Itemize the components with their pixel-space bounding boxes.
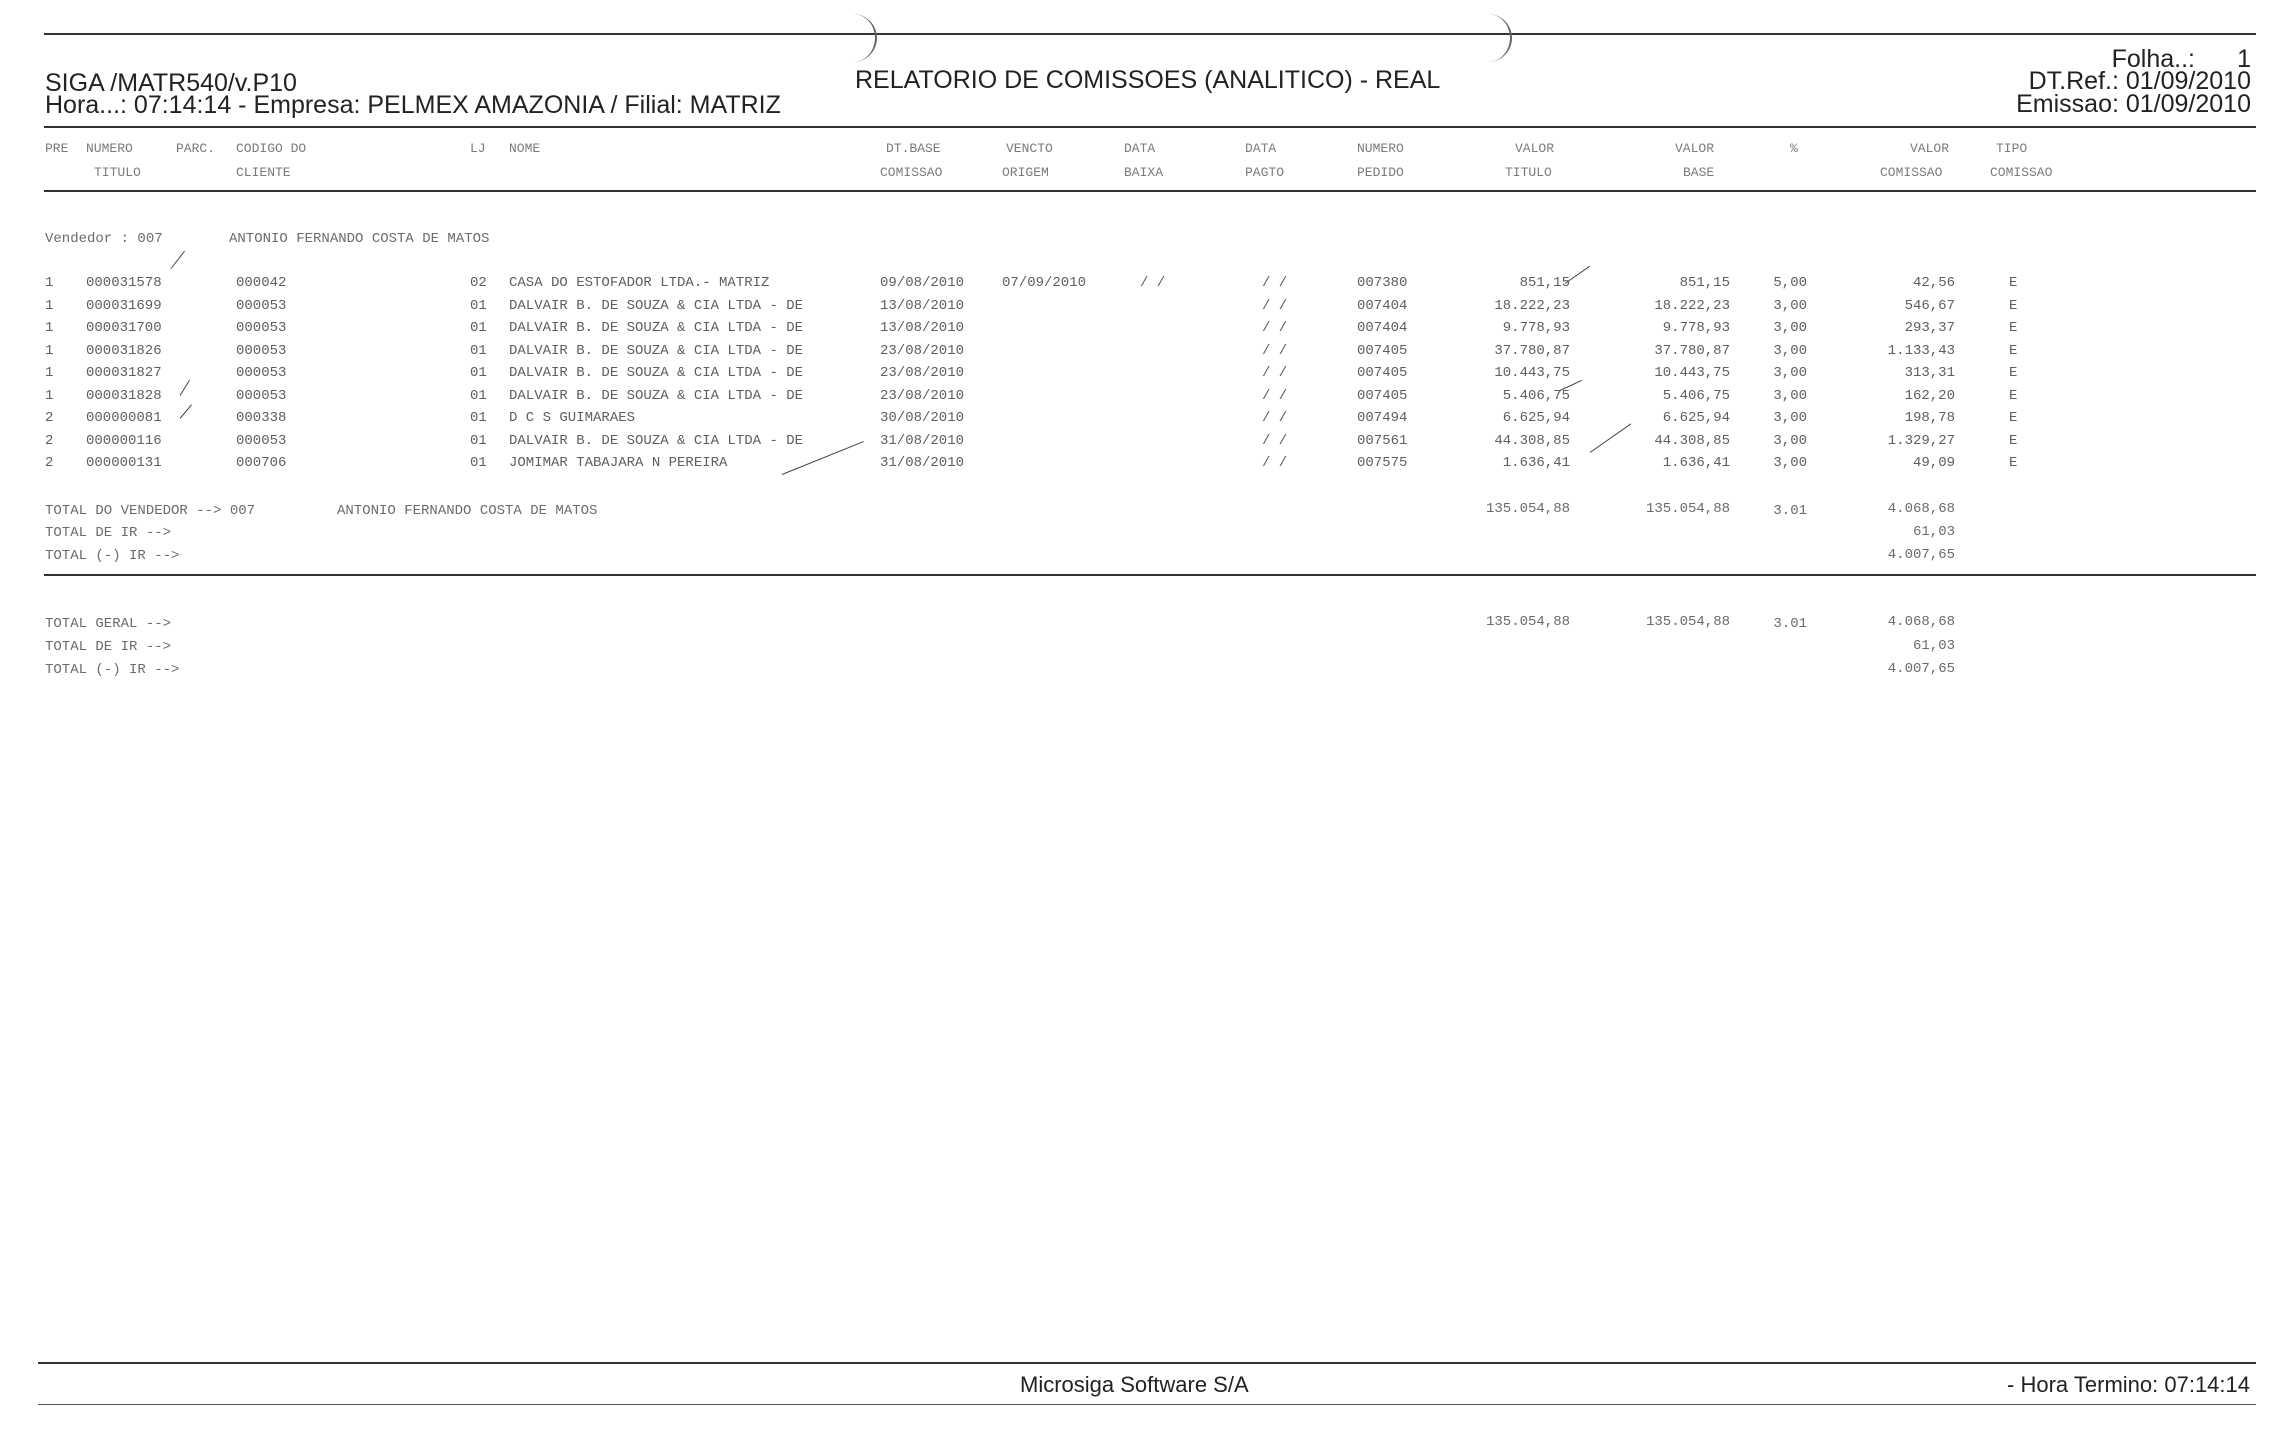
cell-valor-titulo: 9.778,93 <box>1502 320 1570 336</box>
vendor-label: Vendedor : 007 <box>45 231 163 247</box>
cell-valor-comissao: 546,67 <box>1904 297 1955 314</box>
cell-data-pagto: / / <box>1262 320 1288 336</box>
cell-data-pagto: / / <box>1262 410 1288 426</box>
vendor-total-label: TOTAL DO VENDEDOR --> 007 <box>45 503 256 519</box>
cell-dt-base: 09/08/2010 <box>880 275 965 291</box>
cell-valor-titulo: 851,15 <box>1519 275 1570 291</box>
cell-pre: 1 <box>45 275 54 291</box>
cell-dt-base: 31/08/2010 <box>880 432 965 449</box>
table-row <box>0 273 2288 293</box>
cell-data-pagto: / / <box>1262 297 1288 314</box>
cell-codigo-cliente: 000053 <box>236 365 287 381</box>
totals-rule <box>44 574 2256 576</box>
table-row <box>0 341 2288 361</box>
cell-numero-titulo: 000000081 <box>86 410 162 426</box>
folha-label: Folha..: <box>2111 45 2195 73</box>
cell-nome: DALVAIR B. DE SOUZA & CIA LTDA - DE <box>509 387 804 404</box>
cell-loja: 01 <box>470 410 487 426</box>
cell-valor-base: 9.778,93 <box>1662 320 1730 336</box>
cell-numero-titulo: 000031827 <box>86 365 162 381</box>
table-row <box>0 431 2288 451</box>
cell-loja: 01 <box>470 365 487 381</box>
cell-valor-comissao: 1.133,43 <box>1887 342 1955 359</box>
cell-codigo-cliente: 000053 <box>236 387 287 404</box>
columns-rule <box>44 190 2256 192</box>
col-parc: PARC. <box>176 141 216 156</box>
top-rule <box>44 33 2256 35</box>
cell-pre: 2 <box>45 455 54 471</box>
cell-nome: D C S GUIMARAES <box>509 410 636 426</box>
vendor-ir-value: 61,03 <box>1912 524 1955 540</box>
cell-data-pagto: / / <box>1262 387 1288 404</box>
cell-dt-base: 23/08/2010 <box>880 365 965 381</box>
cell-valor-titulo: 1.636,41 <box>1502 455 1570 471</box>
grand-ir-value: 61,03 <box>1912 638 1955 654</box>
cell-numero-titulo: 000031578 <box>86 275 162 291</box>
cell-numero-pedido: 007404 <box>1357 297 1408 314</box>
cell-tipo-comissao: E <box>2009 365 2018 381</box>
cell-tipo-comissao: E <box>2009 297 2018 314</box>
perforation-mark <box>845 14 877 62</box>
grand-liquid-label: TOTAL (-) IR --> <box>45 662 180 678</box>
perforation-mark <box>1480 14 1512 62</box>
cell-nome: DALVAIR B. DE SOUZA & CIA LTDA - DE <box>509 432 804 449</box>
col-pre: PRE <box>45 141 69 156</box>
cell-valor-base: 6.625,94 <box>1662 410 1730 426</box>
cell-nome: DALVAIR B. DE SOUZA & CIA LTDA - DE <box>509 297 804 314</box>
col-numero-pedido: NUMERO PEDIDO <box>1357 141 1404 180</box>
cell-valor-comissao: 49,09 <box>1912 455 1955 471</box>
cell-tipo-comissao: E <box>2009 432 2018 449</box>
cell-loja: 01 <box>470 432 487 449</box>
cell-valor-titulo: 44.308,85 <box>1494 432 1570 449</box>
cell-tipo-comissao: E <box>2009 342 2018 359</box>
vendor-name: ANTONIO FERNANDO COSTA DE MATOS <box>229 231 490 247</box>
cell-numero-pedido: 007404 <box>1357 320 1408 336</box>
col-codigo: CODIGO DO CLIENTE <box>236 141 307 180</box>
footer-hora-termino: - Hora Termino: 07:14:14 <box>2007 1372 2250 1397</box>
cell-numero-pedido: 007575 <box>1357 455 1408 471</box>
cell-data-pagto: / / <box>1262 365 1288 381</box>
col-valor-base: VALOR BASE <box>1675 141 1715 180</box>
cell-nome: JOMIMAR TABAJARA N PEREIRA <box>509 455 728 471</box>
cell-loja: 01 <box>470 297 487 314</box>
cell-percent: 3,00 <box>1773 297 1807 314</box>
cell-data-pagto: / / <box>1262 275 1288 291</box>
table-row <box>0 386 2288 406</box>
cell-tipo-comissao: E <box>2009 455 2018 471</box>
cell-loja: 01 <box>470 455 487 471</box>
cell-loja: 02 <box>470 275 487 291</box>
cell-data-pagto: / / <box>1262 342 1288 359</box>
grand-total-valor-base: 135.054,88 <box>1645 614 1730 630</box>
cell-numero-titulo: 000031699 <box>86 297 162 314</box>
cell-codigo-cliente: 000053 <box>236 342 287 359</box>
table-row <box>0 408 2288 428</box>
cell-codigo-cliente: 000053 <box>236 320 287 336</box>
cell-numero-pedido: 007380 <box>1357 275 1408 291</box>
cell-pre: 1 <box>45 365 54 381</box>
cell-numero-pedido: 007561 <box>1357 432 1408 449</box>
cell-numero-titulo: 000000116 <box>86 432 162 449</box>
folha-value: 1 <box>2237 45 2251 73</box>
cell-valor-titulo: 5.406,75 <box>1502 387 1570 404</box>
cell-valor-base: 10.443,75 <box>1654 365 1730 381</box>
cell-data-pagto: / / <box>1262 432 1288 449</box>
footer-company: Microsiga Software S/A <box>1020 1372 1249 1397</box>
cell-valor-comissao: 42,56 <box>1912 275 1955 291</box>
cell-valor-comissao: 313,31 <box>1904 365 1955 381</box>
cell-valor-base: 44.308,85 <box>1654 432 1730 449</box>
cell-loja: 01 <box>470 320 487 336</box>
program-id: SIGA /MATR540/v.P10 <box>45 69 297 97</box>
cell-tipo-comissao: E <box>2009 320 2018 336</box>
cell-valor-comissao: 162,20 <box>1904 387 1955 404</box>
cell-numero-titulo: 000031700 <box>86 320 162 336</box>
hora-empresa-line: Hora...: 07:14:14 - Empresa: PELMEX AMAZONIA / Filial: MATRIZ <box>45 91 781 119</box>
cell-pre: 1 <box>45 387 54 404</box>
footer-bottom-rule <box>38 1404 2256 1405</box>
grand-total-valor-titulo: 135.054,88 <box>1485 614 1570 630</box>
cell-valor-titulo: 10.443,75 <box>1494 365 1570 381</box>
cell-valor-comissao: 293,37 <box>1904 320 1955 336</box>
col-vencto: VENCTO ORIGEM <box>1002 141 1053 180</box>
col-percent: % <box>1790 141 1798 156</box>
col-tipo-comissao: TIPO COMISSAO <box>1990 141 2053 180</box>
cell-tipo-comissao: E <box>2009 410 2018 426</box>
col-dt-base: DT.BASE COMISSAO <box>880 141 943 180</box>
cell-numero-titulo: 000000131 <box>86 455 162 471</box>
cell-valor-base: 851,15 <box>1679 275 1730 291</box>
vendor-total-valor-base: 135.054,88 <box>1645 501 1730 517</box>
cell-loja: 01 <box>470 387 487 404</box>
cell-data-pagto: / / <box>1262 455 1288 471</box>
cell-numero-pedido: 007405 <box>1357 365 1408 381</box>
cell-valor-base: 5.406,75 <box>1662 387 1730 404</box>
cell-numero-pedido: 007405 <box>1357 342 1408 359</box>
cell-percent: 3,00 <box>1773 387 1807 404</box>
cell-codigo-cliente: 000338 <box>236 410 287 426</box>
dt-ref: DT.Ref.: 01/09/2010 <box>2028 67 2251 95</box>
handwritten-check-mark <box>171 251 185 269</box>
cell-codigo-cliente: 000042 <box>236 275 287 291</box>
emissao-date: Emissao: 01/09/2010 <box>2016 90 2251 118</box>
cell-codigo-cliente: 000053 <box>236 432 287 449</box>
cell-valor-comissao: 198,78 <box>1904 410 1955 426</box>
cell-codigo-cliente: 000706 <box>236 455 287 471</box>
grand-total-valor-comissao: 4.068,68 <box>1887 614 1955 630</box>
cell-percent: 3,00 <box>1773 342 1807 359</box>
cell-codigo-cliente: 000053 <box>236 297 287 314</box>
vendor-liquid-label: TOTAL (-) IR --> <box>45 548 180 564</box>
cell-dt-base: 23/08/2010 <box>880 342 965 359</box>
cell-dt-base: 23/08/2010 <box>880 387 965 404</box>
cell-vencto-origem: 07/09/2010 <box>1002 275 1087 291</box>
col-lj: LJ <box>470 141 486 156</box>
cell-dt-base: 13/08/2010 <box>880 320 965 336</box>
cell-numero-pedido: 007494 <box>1357 410 1408 426</box>
cell-percent: 3,00 <box>1773 365 1807 381</box>
grand-liquid-value: 4.007,65 <box>1887 661 1955 677</box>
cell-tipo-comissao: E <box>2009 387 2018 404</box>
cell-valor-comissao: 1.329,27 <box>1887 432 1955 449</box>
cell-loja: 01 <box>470 342 487 359</box>
cell-percent: 3,00 <box>1773 320 1807 336</box>
cell-numero-pedido: 007405 <box>1357 387 1408 404</box>
cell-percent: 3,00 <box>1773 432 1807 449</box>
col-valor-titulo: VALOR TITULO <box>1505 141 1555 180</box>
cell-numero-titulo: 000031826 <box>86 342 162 359</box>
cell-valor-titulo: 18.222,23 <box>1494 297 1570 314</box>
cell-nome: DALVAIR B. DE SOUZA & CIA LTDA - DE <box>509 320 804 336</box>
cell-percent: 5,00 <box>1773 275 1807 291</box>
grand-total-percent: 3.01 <box>1773 616 1807 632</box>
report-title: RELATORIO DE COMISSOES (ANALITICO) - REAL <box>855 66 1441 94</box>
cell-nome: DALVAIR B. DE SOUZA & CIA LTDA - DE <box>509 342 804 359</box>
grand-total-label: TOTAL GERAL --> <box>45 616 172 632</box>
cell-nome: CASA DO ESTOFADOR LTDA.- MATRIZ <box>509 275 770 291</box>
cell-valor-titulo: 6.625,94 <box>1502 410 1570 426</box>
cell-valor-base: 1.636,41 <box>1662 455 1730 471</box>
cell-valor-titulo: 37.780,87 <box>1494 342 1570 359</box>
cell-percent: 3,00 <box>1773 455 1807 471</box>
header-rule <box>44 126 2256 128</box>
table-row <box>0 363 2288 383</box>
cell-pre: 1 <box>45 342 54 359</box>
vendor-total-valor-comissao: 4.068,68 <box>1887 501 1955 517</box>
table-row <box>0 296 2288 316</box>
col-data-baixa: DATA BAIXA <box>1124 141 1164 180</box>
cell-percent: 3,00 <box>1773 410 1807 426</box>
cell-nome: DALVAIR B. DE SOUZA & CIA LTDA - DE <box>509 365 804 381</box>
cell-tipo-comissao: E <box>2009 275 2018 291</box>
cell-data-baixa: / / <box>1140 275 1166 291</box>
table-row <box>0 453 2288 473</box>
cell-pre: 2 <box>45 410 54 426</box>
cell-valor-base: 37.780,87 <box>1654 342 1730 359</box>
col-numero: NUMERO TITULO <box>86 141 141 180</box>
cell-valor-base: 18.222,23 <box>1654 297 1730 314</box>
grand-ir-label: TOTAL DE IR --> <box>45 639 172 655</box>
vendor-liquid-value: 4.007,65 <box>1887 547 1955 563</box>
footer-top-rule <box>38 1362 2256 1364</box>
cell-pre: 1 <box>45 320 54 336</box>
vendor-ir-label: TOTAL DE IR --> <box>45 525 172 541</box>
cell-numero-titulo: 000031828 <box>86 387 162 404</box>
cell-dt-base: 31/08/2010 <box>880 455 965 471</box>
vendor-total-percent: 3.01 <box>1773 503 1807 519</box>
cell-pre: 1 <box>45 297 54 314</box>
cell-pre: 2 <box>45 432 54 449</box>
cell-dt-base: 30/08/2010 <box>880 410 965 426</box>
vendor-total-valor-titulo: 135.054,88 <box>1485 501 1570 517</box>
cell-dt-base: 13/08/2010 <box>880 297 965 314</box>
table-row <box>0 318 2288 338</box>
col-nome: NOME <box>509 141 541 156</box>
col-valor-comissao: VALOR COMISSAO <box>1880 141 1950 180</box>
vendor-total-name: ANTONIO FERNANDO COSTA DE MATOS <box>337 503 598 519</box>
col-data-pagto: DATA PAGTO <box>1245 141 1285 180</box>
